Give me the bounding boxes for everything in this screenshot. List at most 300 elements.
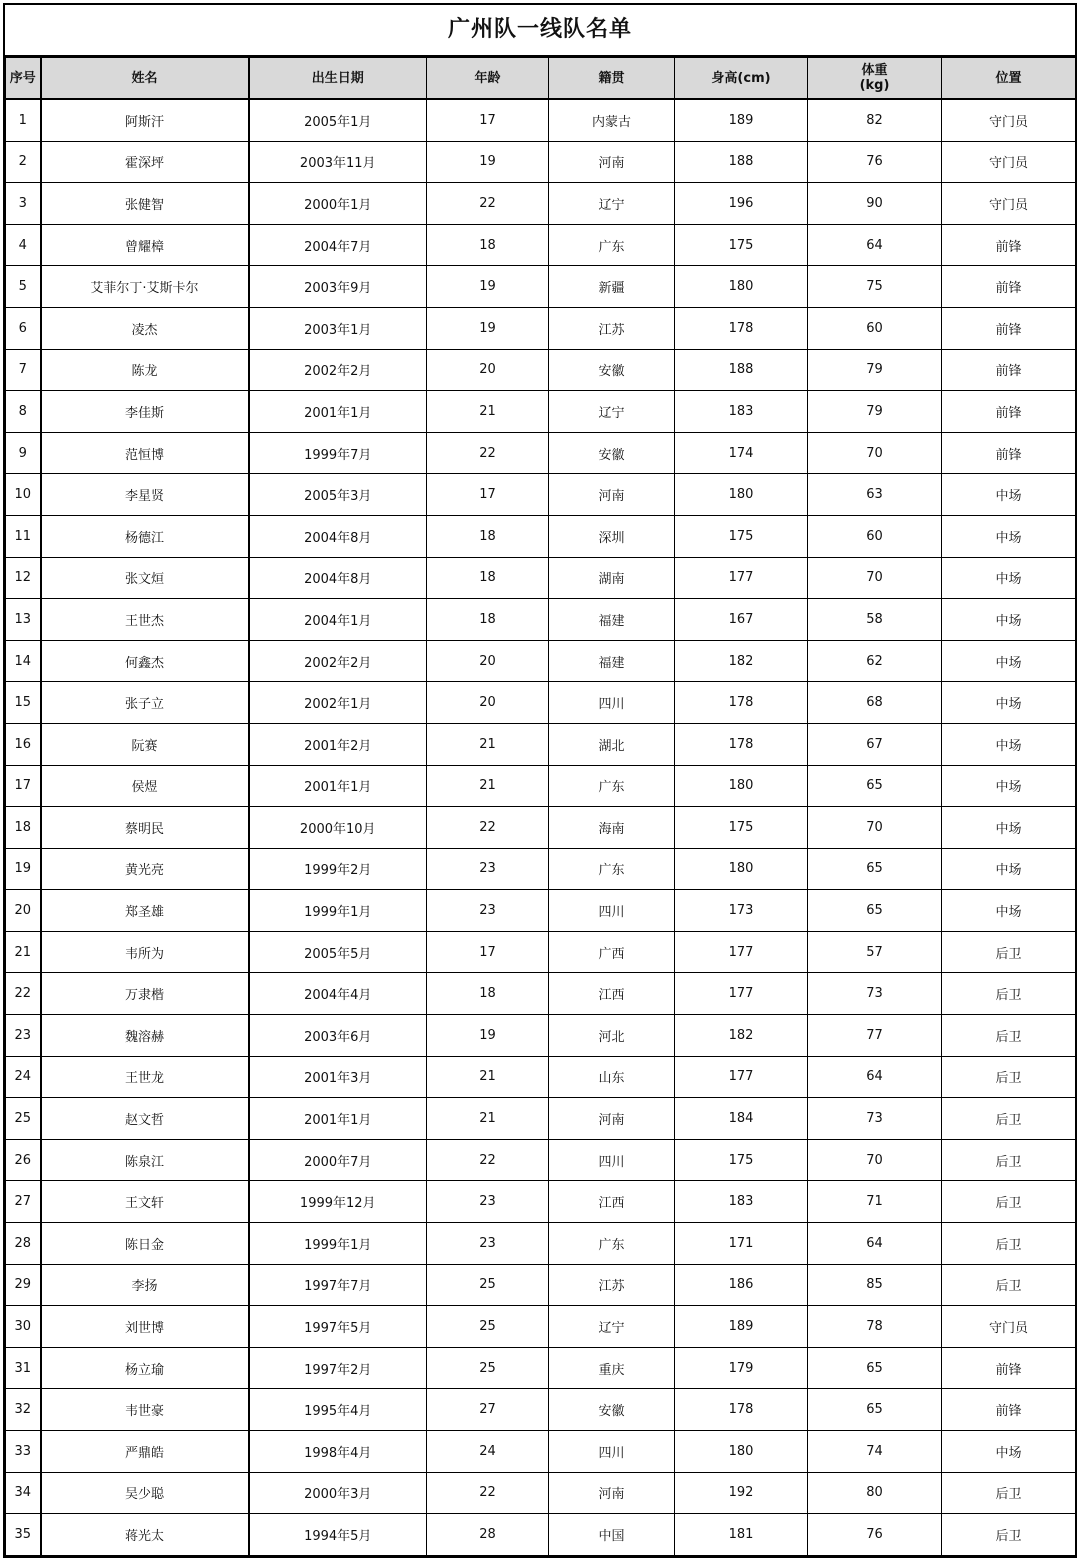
cell-weight: 57 bbox=[808, 931, 942, 973]
cell-name: 韦所为 bbox=[41, 931, 249, 973]
table-row bbox=[6, 432, 1076, 474]
cell-birth-date: 2000年10月 bbox=[249, 807, 427, 849]
cell-name: 阮赛 bbox=[41, 723, 249, 765]
cell-age: 22 bbox=[427, 432, 549, 474]
table-row bbox=[6, 557, 1076, 599]
cell-name: 杨德江 bbox=[41, 515, 249, 557]
cell-position: 守门员 bbox=[942, 1306, 1076, 1348]
cell-age: 21 bbox=[427, 723, 549, 765]
cell-weight: 74 bbox=[808, 1431, 942, 1473]
cell-age: 17 bbox=[427, 931, 549, 973]
table-row bbox=[6, 1015, 1076, 1057]
cell-weight: 73 bbox=[808, 973, 942, 1015]
cell-serial: 35 bbox=[6, 1514, 41, 1556]
cell-serial: 4 bbox=[6, 224, 41, 266]
cell-serial: 14 bbox=[6, 640, 41, 682]
cell-name: 刘世博 bbox=[41, 1306, 249, 1348]
cell-name: 艾菲尔丁·艾斯卡尔 bbox=[41, 266, 249, 308]
header-birth-date: 出生日期 bbox=[249, 58, 427, 100]
header-position: 位置 bbox=[942, 58, 1076, 100]
cell-name: 黄光亮 bbox=[41, 848, 249, 890]
cell-birth-date: 2001年3月 bbox=[249, 1056, 427, 1098]
cell-position: 中场 bbox=[942, 848, 1076, 890]
cell-hometown: 新疆 bbox=[549, 266, 675, 308]
cell-birth-date: 2004年1月 bbox=[249, 599, 427, 641]
cell-height: 196 bbox=[675, 183, 808, 225]
cell-serial: 24 bbox=[6, 1056, 41, 1098]
cell-hometown: 江苏 bbox=[549, 307, 675, 349]
cell-height: 180 bbox=[675, 848, 808, 890]
cell-hometown: 安徽 bbox=[549, 1389, 675, 1431]
cell-weight: 79 bbox=[808, 349, 942, 391]
cell-weight: 90 bbox=[808, 183, 942, 225]
cell-weight: 65 bbox=[808, 765, 942, 807]
cell-position: 后卫 bbox=[942, 1015, 1076, 1057]
cell-birth-date: 1999年7月 bbox=[249, 432, 427, 474]
cell-birth-date: 2005年3月 bbox=[249, 474, 427, 516]
cell-name: 万隶楷 bbox=[41, 973, 249, 1015]
cell-birth-date: 1994年5月 bbox=[249, 1514, 427, 1556]
cell-age: 18 bbox=[427, 515, 549, 557]
cell-birth-date: 1999年1月 bbox=[249, 1223, 427, 1265]
table-row bbox=[6, 266, 1076, 308]
cell-name: 吴少聪 bbox=[41, 1472, 249, 1514]
cell-hometown: 深圳 bbox=[549, 515, 675, 557]
cell-position: 中场 bbox=[942, 765, 1076, 807]
cell-weight: 62 bbox=[808, 640, 942, 682]
cell-age: 27 bbox=[427, 1389, 549, 1431]
cell-hometown: 河北 bbox=[549, 1015, 675, 1057]
cell-height: 178 bbox=[675, 723, 808, 765]
cell-height: 189 bbox=[675, 1306, 808, 1348]
table-row bbox=[6, 1306, 1076, 1348]
header-name: 姓名 bbox=[41, 58, 249, 100]
cell-serial: 3 bbox=[6, 183, 41, 225]
cell-height: 175 bbox=[675, 515, 808, 557]
cell-weight: 73 bbox=[808, 1098, 942, 1140]
cell-serial: 30 bbox=[6, 1306, 41, 1348]
cell-serial: 11 bbox=[6, 515, 41, 557]
cell-position: 前锋 bbox=[942, 1347, 1076, 1389]
cell-birth-date: 2003年11月 bbox=[249, 141, 427, 183]
cell-name: 何鑫杰 bbox=[41, 640, 249, 682]
cell-serial: 15 bbox=[6, 682, 41, 724]
table-row bbox=[6, 1431, 1076, 1473]
cell-name: 张子立 bbox=[41, 682, 249, 724]
table-row bbox=[6, 391, 1076, 433]
cell-birth-date: 2000年1月 bbox=[249, 183, 427, 225]
cell-birth-date: 2001年1月 bbox=[249, 1098, 427, 1140]
cell-age: 20 bbox=[427, 682, 549, 724]
cell-hometown: 辽宁 bbox=[549, 1306, 675, 1348]
cell-hometown: 河南 bbox=[549, 1098, 675, 1140]
header-weight: 体重 (kg) bbox=[808, 58, 942, 100]
cell-position: 中场 bbox=[942, 723, 1076, 765]
cell-weight: 58 bbox=[808, 599, 942, 641]
cell-age: 19 bbox=[427, 141, 549, 183]
table-row bbox=[6, 723, 1076, 765]
cell-hometown: 广西 bbox=[549, 931, 675, 973]
cell-height: 180 bbox=[675, 474, 808, 516]
header-serial: 序号 bbox=[6, 58, 41, 100]
cell-hometown: 山东 bbox=[549, 1056, 675, 1098]
table-row bbox=[6, 1056, 1076, 1098]
table-row bbox=[6, 640, 1076, 682]
cell-height: 178 bbox=[675, 307, 808, 349]
cell-birth-date: 1999年1月 bbox=[249, 890, 427, 932]
cell-name: 张健智 bbox=[41, 183, 249, 225]
cell-age: 19 bbox=[427, 1015, 549, 1057]
cell-height: 177 bbox=[675, 973, 808, 1015]
cell-serial: 7 bbox=[6, 349, 41, 391]
cell-weight: 64 bbox=[808, 1223, 942, 1265]
cell-name: 王世龙 bbox=[41, 1056, 249, 1098]
cell-serial: 26 bbox=[6, 1139, 41, 1181]
cell-age: 22 bbox=[427, 183, 549, 225]
cell-height: 177 bbox=[675, 931, 808, 973]
table-row bbox=[6, 183, 1076, 225]
cell-birth-date: 2002年1月 bbox=[249, 682, 427, 724]
cell-birth-date: 1997年7月 bbox=[249, 1264, 427, 1306]
cell-weight: 78 bbox=[808, 1306, 942, 1348]
cell-birth-date: 2005年5月 bbox=[249, 931, 427, 973]
cell-hometown: 重庆 bbox=[549, 1347, 675, 1389]
cell-height: 175 bbox=[675, 807, 808, 849]
cell-age: 21 bbox=[427, 1056, 549, 1098]
cell-weight: 80 bbox=[808, 1472, 942, 1514]
cell-serial: 5 bbox=[6, 266, 41, 308]
cell-position: 后卫 bbox=[942, 1181, 1076, 1223]
cell-serial: 8 bbox=[6, 391, 41, 433]
cell-age: 21 bbox=[427, 765, 549, 807]
header-row bbox=[6, 58, 1076, 100]
cell-serial: 12 bbox=[6, 557, 41, 599]
cell-weight: 76 bbox=[808, 141, 942, 183]
cell-name: 陈泉江 bbox=[41, 1139, 249, 1181]
cell-hometown: 四川 bbox=[549, 1431, 675, 1473]
cell-age: 20 bbox=[427, 640, 549, 682]
cell-hometown: 海南 bbox=[549, 807, 675, 849]
cell-position: 前锋 bbox=[942, 432, 1076, 474]
cell-height: 180 bbox=[675, 1431, 808, 1473]
cell-birth-date: 2001年1月 bbox=[249, 391, 427, 433]
cell-hometown: 广东 bbox=[549, 765, 675, 807]
cell-age: 23 bbox=[427, 848, 549, 890]
table-row bbox=[6, 515, 1076, 557]
cell-birth-date: 2003年6月 bbox=[249, 1015, 427, 1057]
cell-name: 蒋光太 bbox=[41, 1514, 249, 1556]
cell-position: 中场 bbox=[942, 682, 1076, 724]
cell-weight: 77 bbox=[808, 1015, 942, 1057]
cell-hometown: 内蒙古 bbox=[549, 99, 675, 141]
cell-serial: 16 bbox=[6, 723, 41, 765]
cell-height: 177 bbox=[675, 1056, 808, 1098]
roster-body bbox=[6, 99, 1076, 1555]
cell-position: 后卫 bbox=[942, 973, 1076, 1015]
cell-name: 范恒博 bbox=[41, 432, 249, 474]
cell-height: 178 bbox=[675, 682, 808, 724]
cell-hometown: 安徽 bbox=[549, 349, 675, 391]
cell-weight: 76 bbox=[808, 1514, 942, 1556]
cell-age: 18 bbox=[427, 557, 549, 599]
header-height: 身高(cm) bbox=[675, 58, 808, 100]
cell-hometown: 四川 bbox=[549, 1139, 675, 1181]
cell-position: 中场 bbox=[942, 807, 1076, 849]
table-row bbox=[6, 890, 1076, 932]
cell-position: 后卫 bbox=[942, 1223, 1076, 1265]
cell-hometown: 福建 bbox=[549, 599, 675, 641]
cell-birth-date: 2003年1月 bbox=[249, 307, 427, 349]
table-row bbox=[6, 682, 1076, 724]
cell-weight: 67 bbox=[808, 723, 942, 765]
cell-position: 中场 bbox=[942, 474, 1076, 516]
cell-weight: 60 bbox=[808, 515, 942, 557]
cell-serial: 1 bbox=[6, 99, 41, 141]
cell-name: 蔡明民 bbox=[41, 807, 249, 849]
cell-position: 后卫 bbox=[942, 1264, 1076, 1306]
cell-position: 守门员 bbox=[942, 99, 1076, 141]
cell-serial: 23 bbox=[6, 1015, 41, 1057]
cell-hometown: 福建 bbox=[549, 640, 675, 682]
cell-age: 22 bbox=[427, 807, 549, 849]
cell-hometown: 广东 bbox=[549, 1223, 675, 1265]
cell-height: 189 bbox=[675, 99, 808, 141]
cell-weight: 70 bbox=[808, 557, 942, 599]
cell-height: 188 bbox=[675, 141, 808, 183]
cell-birth-date: 1997年5月 bbox=[249, 1306, 427, 1348]
cell-position: 中场 bbox=[942, 1431, 1076, 1473]
table-row bbox=[6, 1139, 1076, 1181]
cell-birth-date: 1998年4月 bbox=[249, 1431, 427, 1473]
cell-position: 前锋 bbox=[942, 266, 1076, 308]
cell-birth-date: 2002年2月 bbox=[249, 640, 427, 682]
cell-name: 凌杰 bbox=[41, 307, 249, 349]
cell-hometown: 江苏 bbox=[549, 1264, 675, 1306]
cell-age: 21 bbox=[427, 391, 549, 433]
cell-name: 李佳斯 bbox=[41, 391, 249, 433]
cell-hometown: 江西 bbox=[549, 1181, 675, 1223]
cell-height: 183 bbox=[675, 1181, 808, 1223]
cell-serial: 22 bbox=[6, 973, 41, 1015]
cell-position: 守门员 bbox=[942, 141, 1076, 183]
cell-age: 18 bbox=[427, 599, 549, 641]
cell-position: 前锋 bbox=[942, 1389, 1076, 1431]
cell-hometown: 江西 bbox=[549, 973, 675, 1015]
cell-hometown: 河南 bbox=[549, 1472, 675, 1514]
cell-name: 张文烜 bbox=[41, 557, 249, 599]
cell-height: 175 bbox=[675, 224, 808, 266]
cell-position: 后卫 bbox=[942, 1056, 1076, 1098]
cell-position: 前锋 bbox=[942, 391, 1076, 433]
cell-position: 中场 bbox=[942, 640, 1076, 682]
cell-weight: 64 bbox=[808, 224, 942, 266]
table-row bbox=[6, 1223, 1076, 1265]
cell-serial: 25 bbox=[6, 1098, 41, 1140]
cell-hometown: 河南 bbox=[549, 141, 675, 183]
cell-age: 23 bbox=[427, 1223, 549, 1265]
cell-weight: 63 bbox=[808, 474, 942, 516]
cell-age: 17 bbox=[427, 99, 549, 141]
cell-serial: 18 bbox=[6, 807, 41, 849]
cell-birth-date: 2001年2月 bbox=[249, 723, 427, 765]
cell-height: 174 bbox=[675, 432, 808, 474]
cell-serial: 27 bbox=[6, 1181, 41, 1223]
cell-age: 18 bbox=[427, 224, 549, 266]
cell-height: 180 bbox=[675, 765, 808, 807]
cell-height: 171 bbox=[675, 1223, 808, 1265]
cell-serial: 20 bbox=[6, 890, 41, 932]
table-row bbox=[6, 1098, 1076, 1140]
cell-serial: 33 bbox=[6, 1431, 41, 1473]
cell-hometown: 中国 bbox=[549, 1514, 675, 1556]
table-row bbox=[6, 1389, 1076, 1431]
cell-age: 19 bbox=[427, 307, 549, 349]
cell-name: 李星贤 bbox=[41, 474, 249, 516]
cell-height: 183 bbox=[675, 391, 808, 433]
cell-age: 25 bbox=[427, 1347, 549, 1389]
cell-age: 22 bbox=[427, 1139, 549, 1181]
cell-position: 后卫 bbox=[942, 1472, 1076, 1514]
cell-age: 19 bbox=[427, 266, 549, 308]
cell-weight: 65 bbox=[808, 890, 942, 932]
cell-name: 霍深坪 bbox=[41, 141, 249, 183]
cell-age: 24 bbox=[427, 1431, 549, 1473]
cell-serial: 29 bbox=[6, 1264, 41, 1306]
cell-height: 179 bbox=[675, 1347, 808, 1389]
cell-height: 178 bbox=[675, 1389, 808, 1431]
table-row bbox=[6, 931, 1076, 973]
roster-sheet bbox=[3, 3, 1077, 1558]
cell-hometown: 湖南 bbox=[549, 557, 675, 599]
cell-age: 25 bbox=[427, 1306, 549, 1348]
table-row bbox=[6, 1514, 1076, 1556]
cell-position: 前锋 bbox=[942, 349, 1076, 391]
cell-age: 22 bbox=[427, 1472, 549, 1514]
cell-birth-date: 2004年8月 bbox=[249, 557, 427, 599]
cell-weight: 70 bbox=[808, 432, 942, 474]
cell-weight: 71 bbox=[808, 1181, 942, 1223]
cell-hometown: 四川 bbox=[549, 682, 675, 724]
cell-weight: 70 bbox=[808, 1139, 942, 1181]
cell-serial: 19 bbox=[6, 848, 41, 890]
table-row bbox=[6, 307, 1076, 349]
cell-height: 184 bbox=[675, 1098, 808, 1140]
cell-age: 18 bbox=[427, 973, 549, 1015]
cell-weight: 64 bbox=[808, 1056, 942, 1098]
table-row bbox=[6, 1472, 1076, 1514]
cell-height: 182 bbox=[675, 640, 808, 682]
cell-height: 173 bbox=[675, 890, 808, 932]
table-row bbox=[6, 1347, 1076, 1389]
cell-serial: 21 bbox=[6, 931, 41, 973]
cell-hometown: 辽宁 bbox=[549, 391, 675, 433]
cell-birth-date: 1997年2月 bbox=[249, 1347, 427, 1389]
cell-name: 王文轩 bbox=[41, 1181, 249, 1223]
cell-hometown: 安徽 bbox=[549, 432, 675, 474]
cell-serial: 13 bbox=[6, 599, 41, 641]
cell-serial: 17 bbox=[6, 765, 41, 807]
cell-hometown: 四川 bbox=[549, 890, 675, 932]
table-row bbox=[6, 474, 1076, 516]
cell-height: 182 bbox=[675, 1015, 808, 1057]
cell-name: 曾耀樟 bbox=[41, 224, 249, 266]
cell-position: 中场 bbox=[942, 515, 1076, 557]
cell-height: 188 bbox=[675, 349, 808, 391]
cell-hometown: 广东 bbox=[549, 848, 675, 890]
cell-weight: 82 bbox=[808, 99, 942, 141]
table-row bbox=[6, 1181, 1076, 1223]
header-age: 年龄 bbox=[427, 58, 549, 100]
cell-weight: 85 bbox=[808, 1264, 942, 1306]
cell-birth-date: 2003年9月 bbox=[249, 266, 427, 308]
cell-age: 20 bbox=[427, 349, 549, 391]
cell-position: 前锋 bbox=[942, 224, 1076, 266]
cell-serial: 10 bbox=[6, 474, 41, 516]
cell-birth-date: 2004年8月 bbox=[249, 515, 427, 557]
cell-weight: 68 bbox=[808, 682, 942, 724]
table-row bbox=[6, 848, 1076, 890]
cell-serial: 9 bbox=[6, 432, 41, 474]
cell-height: 192 bbox=[675, 1472, 808, 1514]
cell-weight: 65 bbox=[808, 848, 942, 890]
table-row bbox=[6, 349, 1076, 391]
cell-height: 177 bbox=[675, 557, 808, 599]
cell-name: 陈龙 bbox=[41, 349, 249, 391]
cell-height: 186 bbox=[675, 1264, 808, 1306]
cell-serial: 31 bbox=[6, 1347, 41, 1389]
cell-serial: 32 bbox=[6, 1389, 41, 1431]
cell-age: 17 bbox=[427, 474, 549, 516]
cell-height: 181 bbox=[675, 1514, 808, 1556]
cell-weight: 65 bbox=[808, 1347, 942, 1389]
cell-hometown: 河南 bbox=[549, 474, 675, 516]
cell-birth-date: 1999年12月 bbox=[249, 1181, 427, 1223]
cell-hometown: 广东 bbox=[549, 224, 675, 266]
table-row bbox=[6, 99, 1076, 141]
cell-serial: 2 bbox=[6, 141, 41, 183]
table-row bbox=[6, 765, 1076, 807]
cell-birth-date: 2005年1月 bbox=[249, 99, 427, 141]
cell-weight: 79 bbox=[808, 391, 942, 433]
cell-name: 严鼎皓 bbox=[41, 1431, 249, 1473]
cell-age: 28 bbox=[427, 1514, 549, 1556]
table-row bbox=[6, 224, 1076, 266]
cell-name: 陈日金 bbox=[41, 1223, 249, 1265]
cell-weight: 70 bbox=[808, 807, 942, 849]
cell-position: 后卫 bbox=[942, 1098, 1076, 1140]
cell-birth-date: 1995年4月 bbox=[249, 1389, 427, 1431]
cell-birth-date: 2000年3月 bbox=[249, 1472, 427, 1514]
cell-birth-date: 2001年1月 bbox=[249, 765, 427, 807]
cell-position: 中场 bbox=[942, 890, 1076, 932]
cell-height: 175 bbox=[675, 1139, 808, 1181]
cell-hometown: 辽宁 bbox=[549, 183, 675, 225]
cell-height: 180 bbox=[675, 266, 808, 308]
cell-birth-date: 2004年4月 bbox=[249, 973, 427, 1015]
table-row bbox=[6, 807, 1076, 849]
cell-age: 25 bbox=[427, 1264, 549, 1306]
sheet-title: 广州队一线队名单 bbox=[5, 5, 1075, 57]
cell-birth-date: 2000年7月 bbox=[249, 1139, 427, 1181]
cell-height: 167 bbox=[675, 599, 808, 641]
cell-position: 后卫 bbox=[942, 1139, 1076, 1181]
cell-age: 21 bbox=[427, 1098, 549, 1140]
cell-name: 阿斯汗 bbox=[41, 99, 249, 141]
header-hometown: 籍贯 bbox=[549, 58, 675, 100]
cell-position: 后卫 bbox=[942, 931, 1076, 973]
cell-name: 韦世豪 bbox=[41, 1389, 249, 1431]
cell-birth-date: 2002年2月 bbox=[249, 349, 427, 391]
